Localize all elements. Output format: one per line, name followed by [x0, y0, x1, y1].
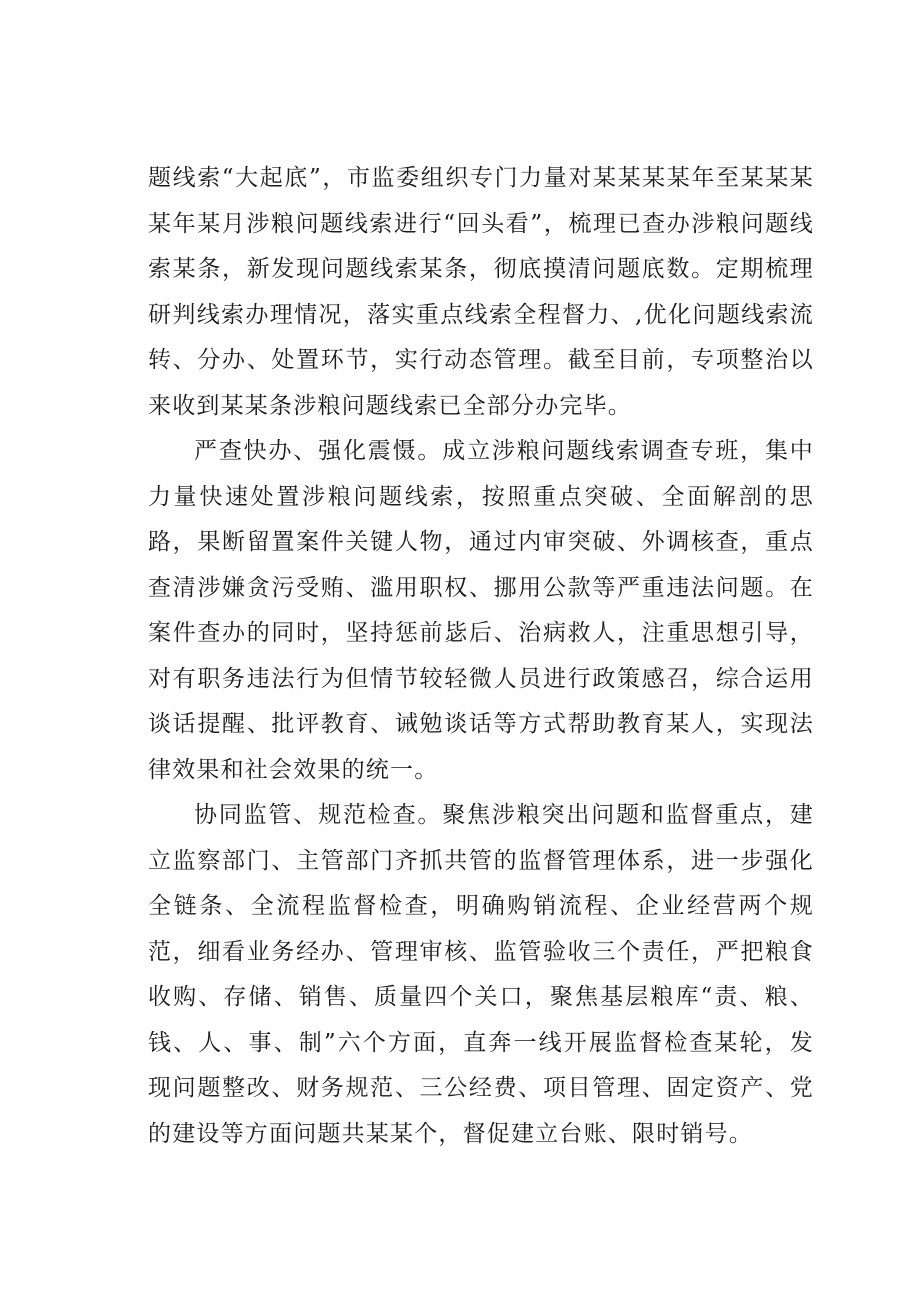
- paragraph-coordinated-supervision: 协同监管、规范检查。聚焦涉粮突出问题和监督重点，建立监察部门、主管部门齐抓共管的监督管理体系，进一步强化全链条、全流程监督检查，明确购销流程、企业经营两个规范，细看业务经办、管理审核、监管验收三个责任，严把粮食收购、存储、销售、质量四个关口，聚焦基层粮库“责、粮、钱、人、事、制”六个方面，直奔一线开展监督检查某轮，发现问题整改、财务规范、三公经费、项目管理、固定资产、党的建设等方面问题共某某个，督促建立台账、限时销号。: [148, 802, 814, 1147]
- document-body: [148, 156, 814, 1157]
- paragraph-clue-review: 题线索“大起底”，市监委组织专门力量对某某某某年至某某某某年某月涉粮问题线索进行“回头看”，梳理已查办涉粮问题线索某条，新发现问题线索某条，彻底摸清问题底数。定期梳理研判线索办理情况，落实重点线索全程督力、,优化问题线索流转、分办、处置环节，实行动态管理。截至目前，专项整治以来收到某某条涉粮问题线索已全部分办完毕。: [148, 165, 814, 419]
- paragraph-strict-investigation: 严查快办、强化震慑。成立涉粮问题线索调查专班，集中力量快速处置涉粮问题线索，按照重点突破、全面解剖的思路，果断留置案件关键人物，通过内审突破、外调核查，重点查清涉嫌贪污受贿、滥用职权、挪用公款等严重违法问题。在案件查办的同时，坚持惩前毖后、治病救人，注重思想引导，对有职务违法行为但情节较轻微人员进行政策感召，综合运用谈话提醒、批评教育、诫勉谈话等方式帮助教育某人，实现法律效果和社会效果的统一。: [148, 438, 814, 783]
